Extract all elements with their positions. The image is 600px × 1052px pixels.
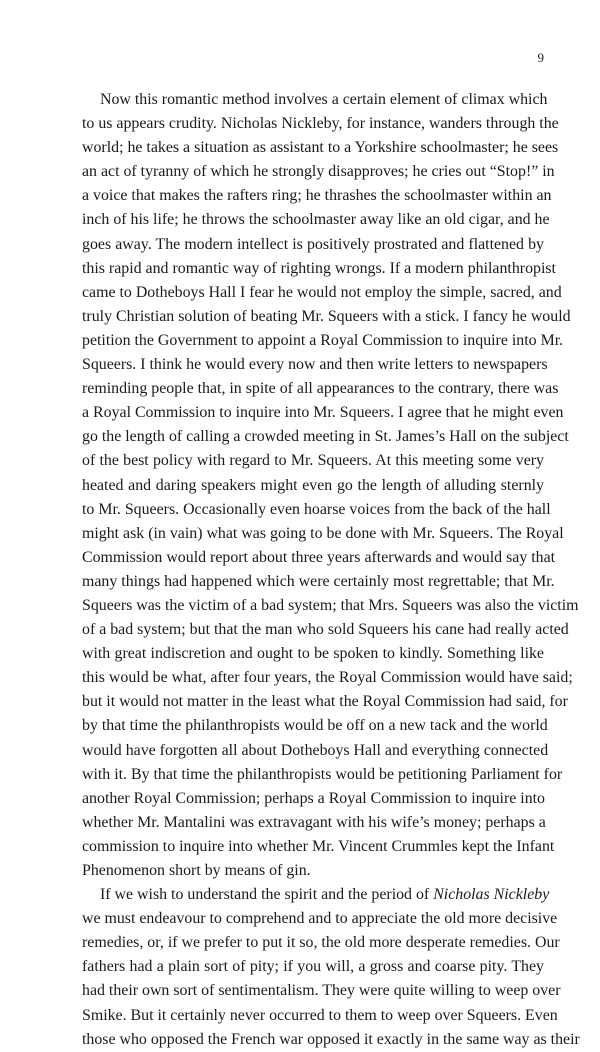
text-line: with great indiscretion and ought to be spoken to kindly. Something like xyxy=(82,645,544,663)
paragraph-2 xyxy=(82,883,580,1052)
text-line: petition the Government to appoint a Royal Commission to inquire into Mr. xyxy=(82,331,564,349)
text-line: might ask (in vain) what was going to be done with Mr. Squeers. The Royal xyxy=(82,524,564,542)
text-line: reminding people that, in spite of all appearances to the contrary, there was xyxy=(82,380,559,398)
text-line: of the best policy with regard to Mr. Squeers. At this meeting some very xyxy=(82,452,544,470)
paragraph-2-first-line xyxy=(82,883,550,907)
text-line: another Royal Commission; perhaps a Royal Commission to inquire into xyxy=(82,789,546,807)
text-line: Squeers. I think he would every now and then write letters to newspapers xyxy=(82,356,548,374)
text-line: Phenomenon short by means of gin. xyxy=(82,862,311,879)
text-line: commission to inquire into whether Mr. Vincent Crummles kept the Infant xyxy=(82,837,555,855)
text-line: goes away. The modern intellect is positively prostrated and flattened by xyxy=(82,235,544,253)
text-line: go the length of calling a crowded meeting in St. James’s Hall on the subject xyxy=(82,428,569,446)
text-line: Smike. But it certainly never occurred to them to weep over Squeers. Even xyxy=(82,1006,558,1024)
paragraph-1 xyxy=(82,88,579,883)
text-line: those who opposed the French war opposed it exactly in the same way as their xyxy=(82,1030,580,1048)
text-line: world; he takes a situation as assistant to a Yorkshire schoolmaster; he sees xyxy=(82,139,559,157)
body-text xyxy=(82,88,580,1052)
text-line: Commission would report about three years afterwards and would say that xyxy=(82,548,556,566)
first-line-text: If we wish to understand the spirit and the period of xyxy=(100,886,434,904)
text-line: would have forgotten all about Dotheboys Hall and everything connected xyxy=(82,741,549,759)
text-line: a voice that makes the rafters ring; he thrashes the schoolmaster within an xyxy=(82,187,552,205)
text-line: fathers had a plain sort of pity; if you will, a gross and coarse pity. They xyxy=(82,958,544,976)
text-line: we must endeavour to comprehend and to appreciate the old more decisive xyxy=(82,910,558,928)
text-line: of a bad system; but that the man who sold Squeers his cane had really acted xyxy=(82,621,569,639)
text-line: Squeers was the victim of a bad system; that Mrs. Squeers was also the victim xyxy=(82,596,579,614)
text-line: whether Mr. Mantalini was extravagant with his wife’s money; perhaps a xyxy=(82,813,546,831)
text-line: came to Dotheboys Hall I fear he would not employ the simple, sacred, and xyxy=(82,283,562,301)
text-line: Now this romantic method involves a certain element of climax which xyxy=(100,91,548,108)
text-line: an act of tyranny of which he strongly disapproves; he cries out “Stop!” in xyxy=(82,163,555,181)
text-line: truly Christian solution of beating Mr. Squeers with a stick. I fancy he would xyxy=(82,307,571,325)
text-line: this rapid and romantic way of righting wrongs. If a modern philanthropist xyxy=(82,259,556,277)
text-line: a Royal Commission to inquire into Mr. Squeers. I agree that he might even xyxy=(82,404,564,422)
text-line: to us appears crudity. Nicholas Nickleby, for instance, wanders through the xyxy=(82,115,559,133)
text-line: with it. By that time the philanthropists would be petitioning Parliament for xyxy=(82,765,563,783)
page-number: 9 xyxy=(537,50,544,65)
text-line: remedies, or, if we prefer to put it so, the old more desperate remedies. Our xyxy=(82,934,560,952)
text-line: many things had happened which were certainly most regrettable; that Mr. xyxy=(82,572,555,590)
text-line: had their own sort of sentimentalism. They were quite willing to weep over xyxy=(82,982,561,1000)
text-line: this would be what, after four years, the Royal Commission would have said; xyxy=(82,669,573,687)
text-line: heated and daring speakers might even go the length of alluding sternly xyxy=(82,476,544,494)
text-line: inch of his life; he throws the schoolmaster away like an old cigar, and he xyxy=(82,211,550,229)
text-line: by that time the philanthropists would be off on a new tack and the world xyxy=(82,717,548,735)
book-title-italic: Nicholas Nickleby xyxy=(433,886,550,904)
text-line: but it would not matter in the least what the Royal Commission had said, for xyxy=(82,693,568,711)
text-line: to Mr. Squeers. Occasionally even hoarse voices from the back of the hall xyxy=(82,500,551,518)
